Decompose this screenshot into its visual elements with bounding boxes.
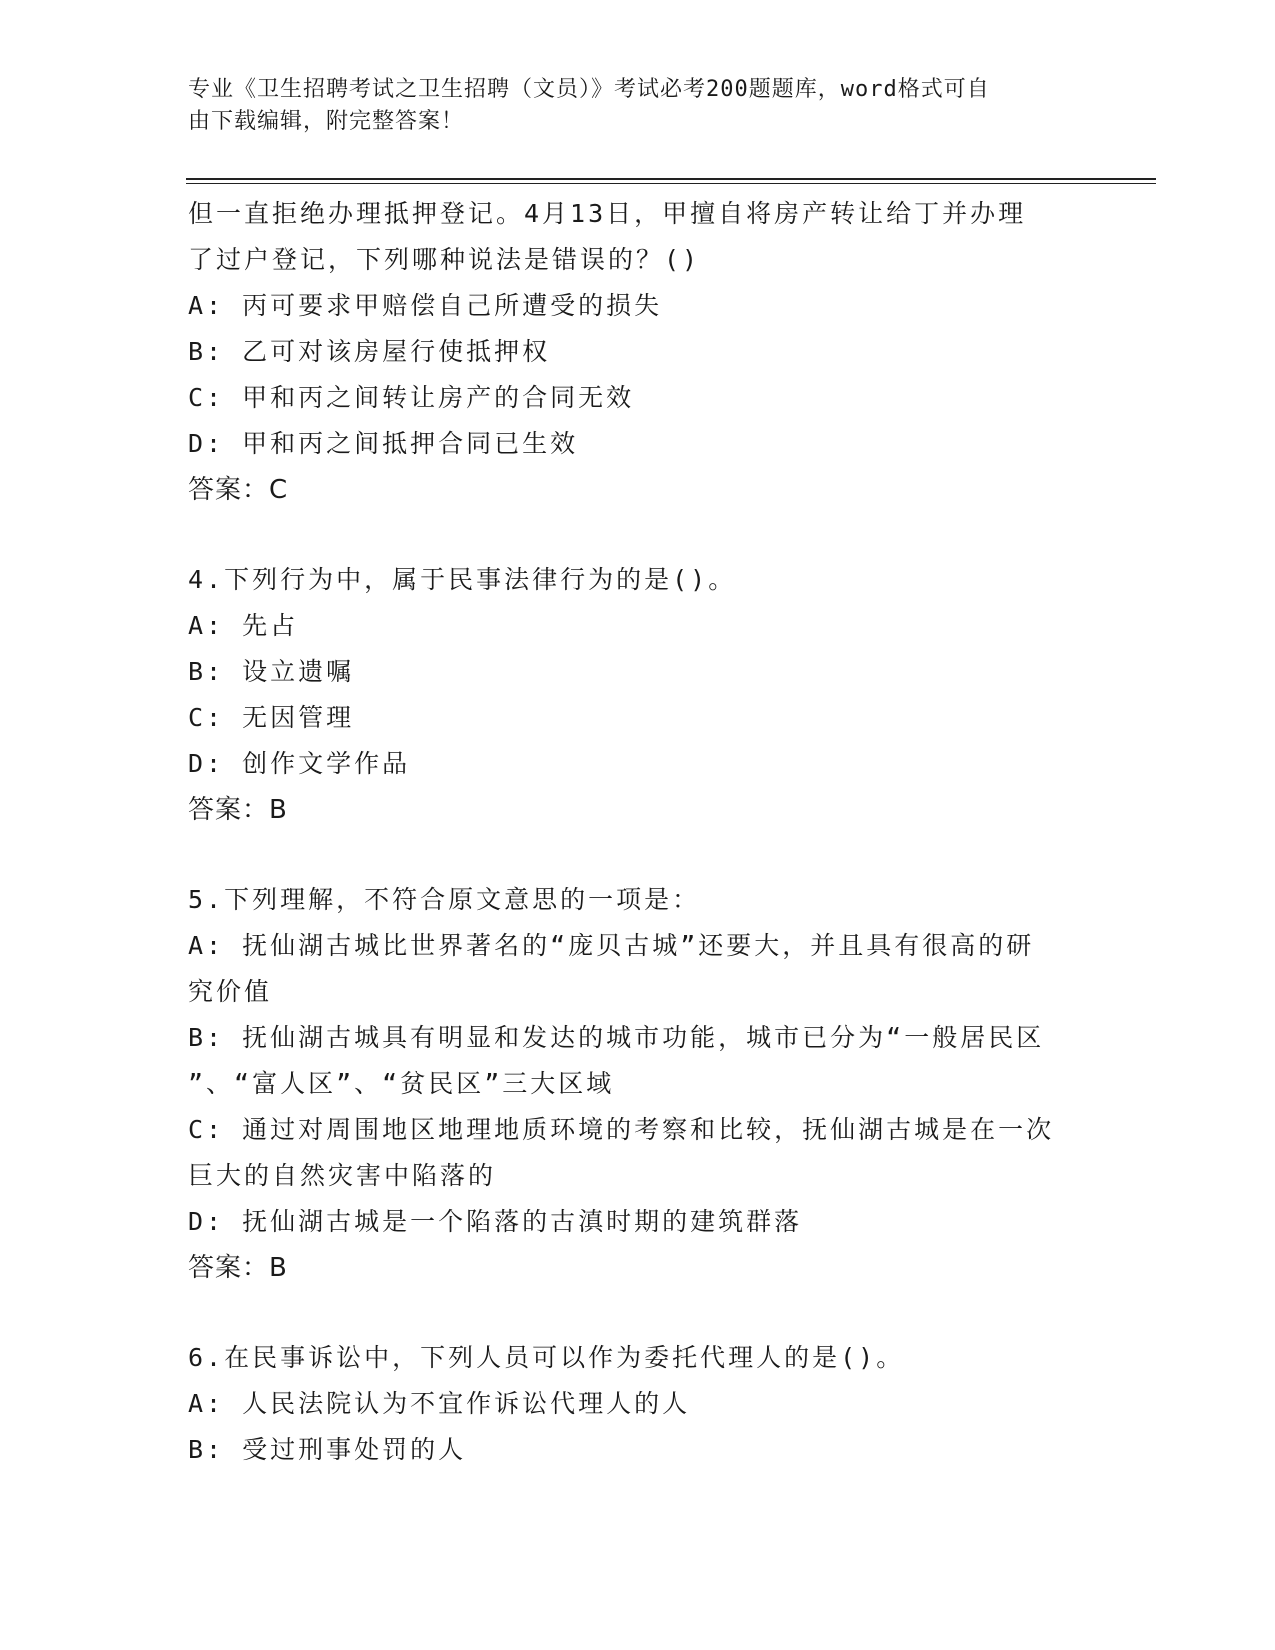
header-divider-thin xyxy=(186,183,1156,184)
option-c: C: 通过对周围地区地理地质环境的考察和比较，抚仙湖古城是在一次 xyxy=(188,1115,1055,1144)
question-4 xyxy=(188,557,1088,833)
option-c-continued: 巨大的自然灾害中陷落的 xyxy=(188,1161,497,1190)
option-b: B: 抚仙湖古城具有明显和发达的城市功能，城市已分为“一般居民区 xyxy=(188,1023,1045,1052)
option-b-continued: ”、“富人区”、“贫民区”三大区域 xyxy=(188,1069,615,1098)
option-c: C: 无因管理 xyxy=(188,703,355,732)
option-c: C: 甲和丙之间转让房产的合同无效 xyxy=(188,383,635,412)
option-b: B: 乙可对该房屋行使抵押权 xyxy=(188,337,551,366)
document-body xyxy=(188,191,1088,1473)
option-a: A: 先占 xyxy=(188,611,299,640)
option-b: B: 受过刑事处罚的人 xyxy=(188,1435,467,1464)
option-d: D: 甲和丙之间抵押合同已生效 xyxy=(188,429,579,458)
question-stem-line: 但一直拒绝办理抵押登记。4月13日，甲擅自将房产转让给丁并办理 xyxy=(188,199,1027,228)
option-a: A: 抚仙湖古城比世界著名的“庞贝古城”还要大，并且具有很高的研 xyxy=(188,931,1035,960)
question-3 xyxy=(188,191,1088,513)
question-stem: 4.下列行为中，属于民事法律行为的是()。 xyxy=(188,565,737,594)
option-d: D: 抚仙湖古城是一个陷落的古滇时期的建筑群落 xyxy=(188,1207,803,1236)
answer: 答案：B xyxy=(188,795,288,825)
question-6 xyxy=(188,1335,1088,1473)
header-title-line-1: 专业《卫生招聘考试之卫生招聘（文员）》考试必考200题题库，word格式可自 xyxy=(188,77,990,102)
option-a-continued: 究价值 xyxy=(188,977,273,1006)
spacer xyxy=(188,833,1088,877)
question-5 xyxy=(188,877,1088,1291)
option-b: B: 设立遗嘱 xyxy=(188,657,355,686)
question-stem: 5.下列理解，不符合原文意思的一项是： xyxy=(188,885,701,914)
header-divider xyxy=(186,178,1156,180)
document-header xyxy=(188,74,1068,138)
option-a: A: 人民法院认为不宜作诉讼代理人的人 xyxy=(188,1389,691,1418)
question-stem: 6.在民事诉讼中，下列人员可以作为委托代理人的是()。 xyxy=(188,1343,905,1372)
header-title-line-2: 由下载编辑，附完整答案！ xyxy=(188,109,465,134)
question-stem-line: 了过户登记，下列哪种说法是错误的？() xyxy=(188,245,701,274)
option-d: D: 创作文学作品 xyxy=(188,749,411,778)
option-a: A: 丙可要求甲赔偿自己所遭受的损失 xyxy=(188,291,663,320)
spacer xyxy=(188,1291,1088,1335)
spacer xyxy=(188,513,1088,557)
answer: 答案：B xyxy=(188,1253,288,1283)
answer: 答案：C xyxy=(188,475,289,505)
